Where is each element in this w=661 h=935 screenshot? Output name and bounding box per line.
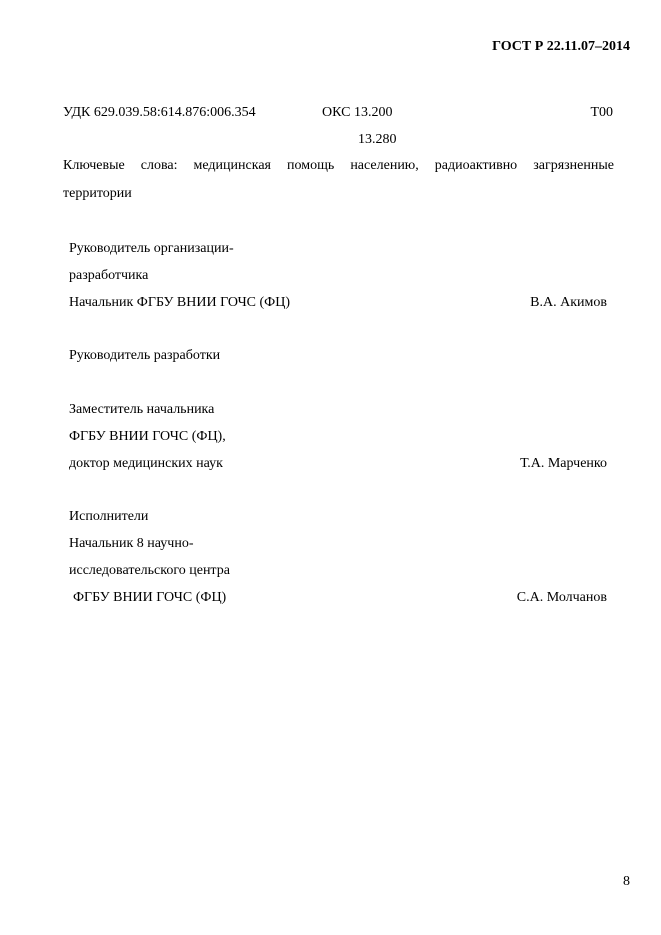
standard-designation: ГОСТ Р 22.11.07–2014: [492, 39, 630, 54]
classifier-code: Т00: [590, 105, 613, 120]
executor-name: С.А. Молчанов: [516, 590, 607, 605]
udk-code: УДК 629.039.58:614.876:006.354: [63, 105, 256, 120]
oks-code-2: 13.280: [358, 132, 397, 147]
org-head-name: В.А. Акимов: [530, 295, 607, 310]
deputy-name: Т.А. Марченко: [520, 456, 607, 471]
org-head-position: Начальник ФГБУ ВНИИ ГОЧС (ФЦ): [69, 295, 291, 310]
keywords-line-2: территории: [63, 186, 132, 201]
deputy-title-line-2: ФГБУ ВНИИ ГОЧС (ФЦ),: [69, 429, 226, 444]
dev-head-title: Руководитель разработки: [69, 348, 221, 363]
executor-title-line-1: Начальник 8 научно-: [69, 536, 194, 551]
deputy-title-line-3: доктор медицинских наук: [69, 456, 223, 471]
org-head-title-line-1: Руководитель организации-: [69, 241, 234, 256]
keywords-line-1: Ключевые слова: медицинская помощь населению, радиоактивно загрязненные: [63, 158, 614, 173]
org-head-title-line-2: разработчика: [69, 268, 149, 283]
executor-title-line-3: ФГБУ ВНИИ ГОЧС (ФЦ): [73, 590, 227, 605]
executor-title-line-2: исследовательского центра: [69, 563, 230, 578]
deputy-title-line-1: Заместитель начальника: [69, 402, 215, 417]
oks-code-1: ОКС 13.200: [322, 105, 393, 120]
executors-title: Исполнители: [69, 509, 149, 524]
page-number: 8: [623, 874, 630, 889]
